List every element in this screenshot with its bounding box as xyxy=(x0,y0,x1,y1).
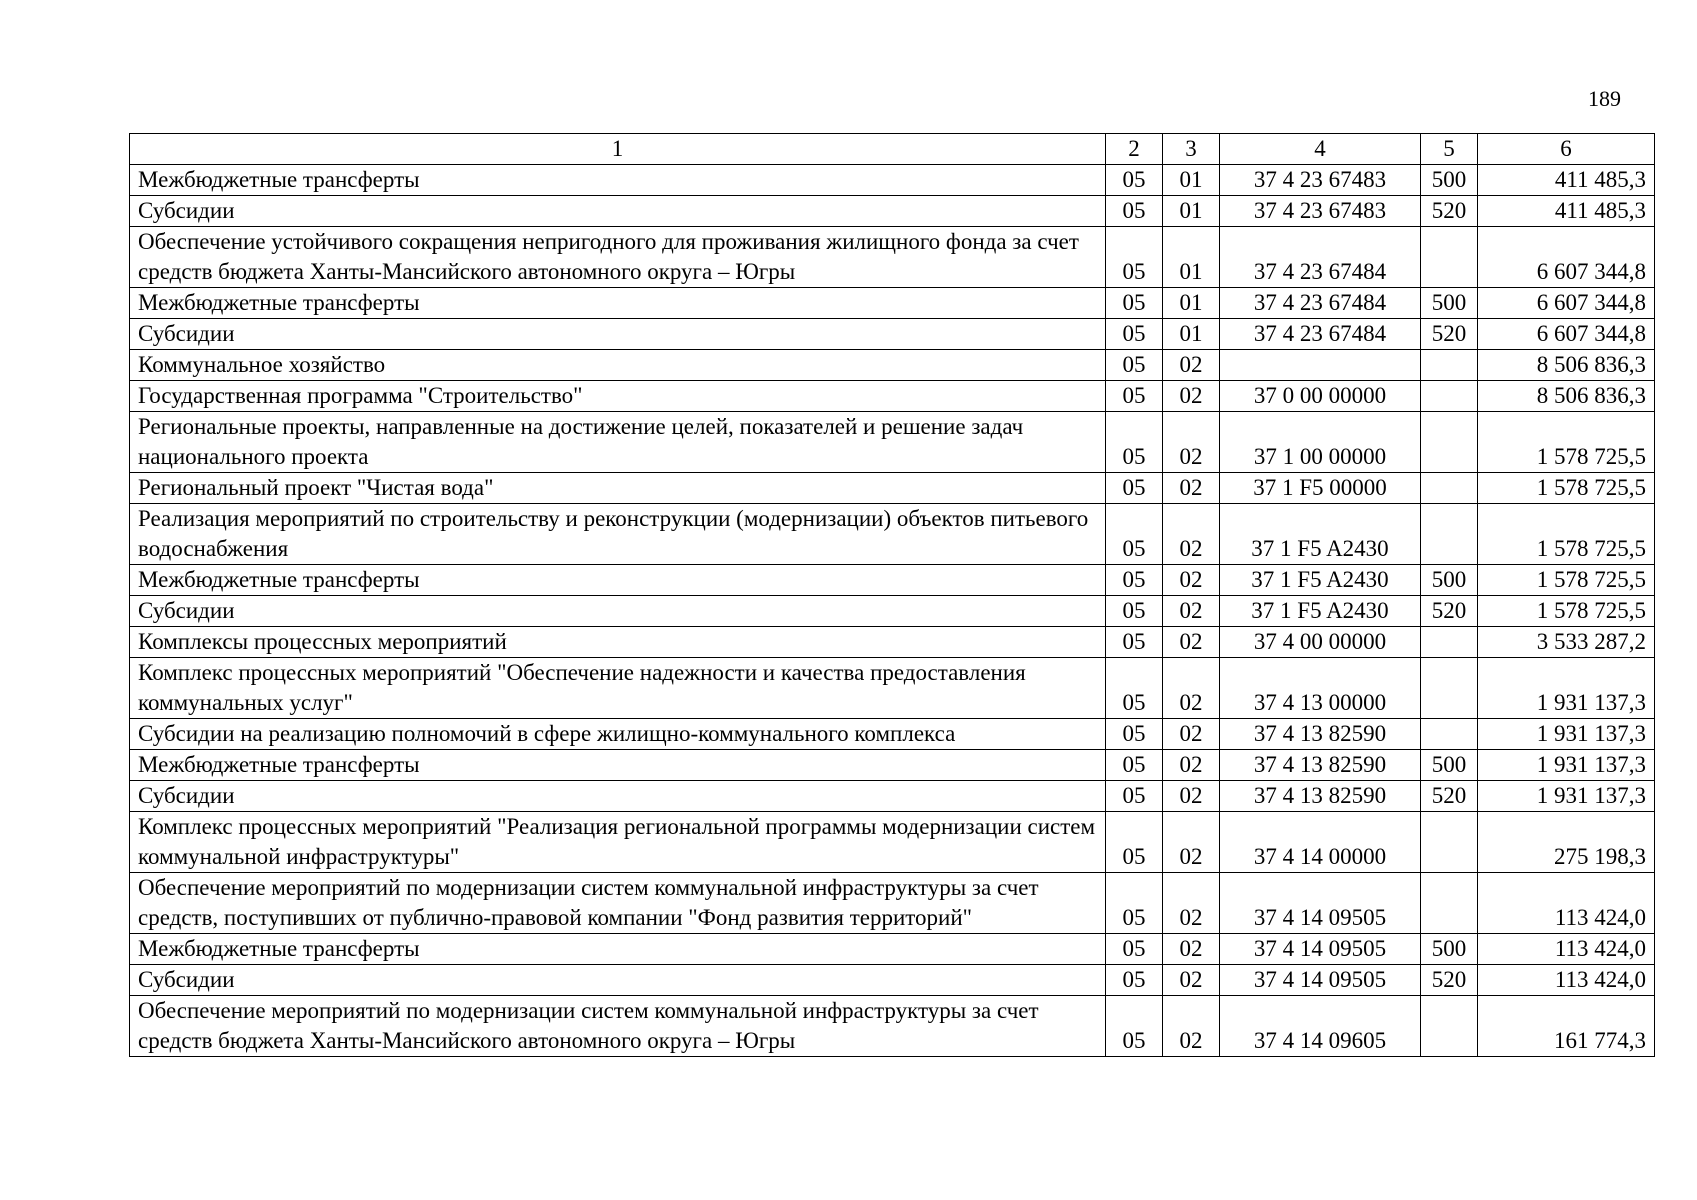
table-row xyxy=(130,350,1655,381)
target-article-code: 37 1 00 00000 xyxy=(1220,412,1421,473)
expense-type-code: 500 xyxy=(1421,750,1478,781)
section-code: 05 xyxy=(1106,996,1163,1057)
expense-type-code xyxy=(1421,719,1478,750)
row-name: Обеспечение мероприятий по модернизации систем коммунальной инфраструктуры за счет средств, поступивших от публично-правовой компании "Фонд развития территорий" xyxy=(130,873,1106,934)
row-name: Государственная программа "Строительство" xyxy=(130,381,1106,412)
section-code: 05 xyxy=(1106,750,1163,781)
target-article-code: 37 1 F5 A2430 xyxy=(1220,504,1421,565)
row-name: Субсидии xyxy=(130,196,1106,227)
target-article-code: 37 4 14 09505 xyxy=(1220,965,1421,996)
row-name: Обеспечение устойчивого сокращения непригодного для проживания жилищного фонда за счет средств бюджета Ханты-Мансийского автономного округа – Югры xyxy=(130,227,1106,288)
subsection-code: 02 xyxy=(1163,719,1220,750)
column-header-3: 3 xyxy=(1163,134,1220,165)
section-code: 05 xyxy=(1106,473,1163,504)
amount: 1 578 725,5 xyxy=(1478,596,1655,627)
amount: 1 931 137,3 xyxy=(1478,750,1655,781)
subsection-code: 02 xyxy=(1163,473,1220,504)
budget-table xyxy=(129,133,1655,1057)
section-code: 05 xyxy=(1106,934,1163,965)
table-row xyxy=(130,750,1655,781)
subsection-code: 01 xyxy=(1163,288,1220,319)
table-row xyxy=(130,658,1655,719)
section-code: 05 xyxy=(1106,196,1163,227)
row-name: Субсидии на реализацию полномочий в сфере жилищно-коммунального комплекса xyxy=(130,719,1106,750)
column-header-4: 4 xyxy=(1220,134,1421,165)
table-row xyxy=(130,288,1655,319)
amount: 1 578 725,5 xyxy=(1478,504,1655,565)
target-article-code: 37 4 13 82590 xyxy=(1220,750,1421,781)
column-header-1: 1 xyxy=(130,134,1106,165)
amount: 113 424,0 xyxy=(1478,934,1655,965)
table-row xyxy=(130,781,1655,812)
expense-type-code xyxy=(1421,812,1478,873)
expense-type-code xyxy=(1421,227,1478,288)
target-article-code: 37 4 00 00000 xyxy=(1220,627,1421,658)
table-row xyxy=(130,412,1655,473)
row-name: Межбюджетные трансферты xyxy=(130,750,1106,781)
subsection-code: 02 xyxy=(1163,658,1220,719)
row-name: Субсидии xyxy=(130,781,1106,812)
amount: 3 533 287,2 xyxy=(1478,627,1655,658)
row-name: Реализация мероприятий по строительству и реконструкции (модернизации) объектов питьевого водоснабжения xyxy=(130,504,1106,565)
section-code: 05 xyxy=(1106,781,1163,812)
target-article-code: 37 1 F5 A2430 xyxy=(1220,596,1421,627)
expense-type-code xyxy=(1421,658,1478,719)
expense-type-code xyxy=(1421,412,1478,473)
subsection-code: 02 xyxy=(1163,750,1220,781)
amount: 113 424,0 xyxy=(1478,965,1655,996)
expense-type-code: 500 xyxy=(1421,165,1478,196)
page-number: 189 xyxy=(1588,86,1621,111)
expense-type-code: 520 xyxy=(1421,319,1478,350)
amount: 1 578 725,5 xyxy=(1478,565,1655,596)
amount: 411 485,3 xyxy=(1478,196,1655,227)
subsection-code: 02 xyxy=(1163,381,1220,412)
row-name: Обеспечение мероприятий по модернизации систем коммунальной инфраструктуры за счет средств бюджета Ханты-Мансийского автономного округа – Югры xyxy=(130,996,1106,1057)
table-row xyxy=(130,565,1655,596)
row-name: Комплекс процессных мероприятий "Реализация региональной программы модернизации систем коммунальной инфраструктуры" xyxy=(130,812,1106,873)
subsection-code: 01 xyxy=(1163,165,1220,196)
table-row xyxy=(130,719,1655,750)
subsection-code: 01 xyxy=(1163,196,1220,227)
expense-type-code xyxy=(1421,381,1478,412)
subsection-code: 02 xyxy=(1163,812,1220,873)
amount: 6 607 344,8 xyxy=(1478,288,1655,319)
table-row xyxy=(130,812,1655,873)
expense-type-code: 520 xyxy=(1421,781,1478,812)
header-row xyxy=(130,134,1655,165)
subsection-code: 02 xyxy=(1163,350,1220,381)
amount: 113 424,0 xyxy=(1478,873,1655,934)
row-name: Межбюджетные трансферты xyxy=(130,288,1106,319)
section-code: 05 xyxy=(1106,288,1163,319)
row-name: Комплексы процессных мероприятий xyxy=(130,627,1106,658)
row-name: Субсидии xyxy=(130,596,1106,627)
section-code: 05 xyxy=(1106,165,1163,196)
expense-type-code xyxy=(1421,504,1478,565)
target-article-code: 37 1 F5 A2430 xyxy=(1220,565,1421,596)
table-row xyxy=(130,196,1655,227)
row-name: Региональные проекты, направленные на достижение целей, показателей и решение задач национального проекта xyxy=(130,412,1106,473)
subsection-code: 02 xyxy=(1163,596,1220,627)
table-row xyxy=(130,627,1655,658)
target-article-code: 37 4 13 82590 xyxy=(1220,719,1421,750)
row-name: Межбюджетные трансферты xyxy=(130,565,1106,596)
table-row xyxy=(130,504,1655,565)
table-row xyxy=(130,965,1655,996)
row-name: Межбюджетные трансферты xyxy=(130,165,1106,196)
target-article-code: 37 4 23 67483 xyxy=(1220,196,1421,227)
subsection-code: 02 xyxy=(1163,781,1220,812)
section-code: 05 xyxy=(1106,596,1163,627)
target-article-code: 37 4 14 09505 xyxy=(1220,934,1421,965)
table-row xyxy=(130,996,1655,1057)
expense-type-code xyxy=(1421,350,1478,381)
row-name: Субсидии xyxy=(130,319,1106,350)
target-article-code: 37 4 23 67483 xyxy=(1220,165,1421,196)
subsection-code: 02 xyxy=(1163,412,1220,473)
column-header-5: 5 xyxy=(1421,134,1478,165)
amount: 1 931 137,3 xyxy=(1478,781,1655,812)
subsection-code: 01 xyxy=(1163,227,1220,288)
section-code: 05 xyxy=(1106,658,1163,719)
subsection-code: 02 xyxy=(1163,934,1220,965)
row-name: Коммунальное хозяйство xyxy=(130,350,1106,381)
expense-type-code: 500 xyxy=(1421,934,1478,965)
subsection-code: 01 xyxy=(1163,319,1220,350)
target-article-code: 37 4 23 67484 xyxy=(1220,288,1421,319)
expense-type-code: 500 xyxy=(1421,288,1478,319)
table-row xyxy=(130,934,1655,965)
section-code: 05 xyxy=(1106,719,1163,750)
target-article-code: 37 0 00 00000 xyxy=(1220,381,1421,412)
target-article-code: 37 4 23 67484 xyxy=(1220,319,1421,350)
subsection-code: 02 xyxy=(1163,504,1220,565)
table-row xyxy=(130,319,1655,350)
amount: 6 607 344,8 xyxy=(1478,227,1655,288)
target-article-code: 37 4 14 09505 xyxy=(1220,873,1421,934)
table-row xyxy=(130,873,1655,934)
expense-type-code: 520 xyxy=(1421,596,1478,627)
target-article-code: 37 4 14 00000 xyxy=(1220,812,1421,873)
amount: 1 931 137,3 xyxy=(1478,658,1655,719)
target-article-code: 37 4 14 09605 xyxy=(1220,996,1421,1057)
row-name: Региональный проект "Чистая вода" xyxy=(130,473,1106,504)
section-code: 05 xyxy=(1106,504,1163,565)
row-name: Межбюджетные трансферты xyxy=(130,934,1106,965)
amount: 1 578 725,5 xyxy=(1478,473,1655,504)
subsection-code: 02 xyxy=(1163,873,1220,934)
target-article-code: 37 4 23 67484 xyxy=(1220,227,1421,288)
table-row xyxy=(130,596,1655,627)
expense-type-code: 520 xyxy=(1421,965,1478,996)
table-body xyxy=(130,165,1655,1057)
section-code: 05 xyxy=(1106,812,1163,873)
section-code: 05 xyxy=(1106,565,1163,596)
expense-type-code xyxy=(1421,627,1478,658)
section-code: 05 xyxy=(1106,227,1163,288)
row-name: Комплекс процессных мероприятий "Обеспечение надежности и качества предоставления коммунальных услуг" xyxy=(130,658,1106,719)
section-code: 05 xyxy=(1106,965,1163,996)
column-header-6: 6 xyxy=(1478,134,1655,165)
expense-type-code xyxy=(1421,996,1478,1057)
amount: 6 607 344,8 xyxy=(1478,319,1655,350)
subsection-code: 02 xyxy=(1163,965,1220,996)
table-row xyxy=(130,165,1655,196)
expense-type-code xyxy=(1421,873,1478,934)
column-header-2: 2 xyxy=(1106,134,1163,165)
target-article-code: 37 4 13 82590 xyxy=(1220,781,1421,812)
section-code: 05 xyxy=(1106,381,1163,412)
section-code: 05 xyxy=(1106,873,1163,934)
section-code: 05 xyxy=(1106,627,1163,658)
expense-type-code xyxy=(1421,473,1478,504)
target-article-code xyxy=(1220,350,1421,381)
amount: 161 774,3 xyxy=(1478,996,1655,1057)
amount: 275 198,3 xyxy=(1478,812,1655,873)
table-row xyxy=(130,227,1655,288)
section-code: 05 xyxy=(1106,319,1163,350)
expense-type-code: 500 xyxy=(1421,565,1478,596)
expense-type-code: 520 xyxy=(1421,196,1478,227)
subsection-code: 02 xyxy=(1163,996,1220,1057)
table-row xyxy=(130,381,1655,412)
amount: 8 506 836,3 xyxy=(1478,381,1655,412)
target-article-code: 37 4 13 00000 xyxy=(1220,658,1421,719)
table-row xyxy=(130,473,1655,504)
subsection-code: 02 xyxy=(1163,565,1220,596)
section-code: 05 xyxy=(1106,350,1163,381)
amount: 8 506 836,3 xyxy=(1478,350,1655,381)
amount: 411 485,3 xyxy=(1478,165,1655,196)
subsection-code: 02 xyxy=(1163,627,1220,658)
amount: 1 931 137,3 xyxy=(1478,719,1655,750)
section-code: 05 xyxy=(1106,412,1163,473)
amount: 1 578 725,5 xyxy=(1478,412,1655,473)
row-name: Субсидии xyxy=(130,965,1106,996)
target-article-code: 37 1 F5 00000 xyxy=(1220,473,1421,504)
